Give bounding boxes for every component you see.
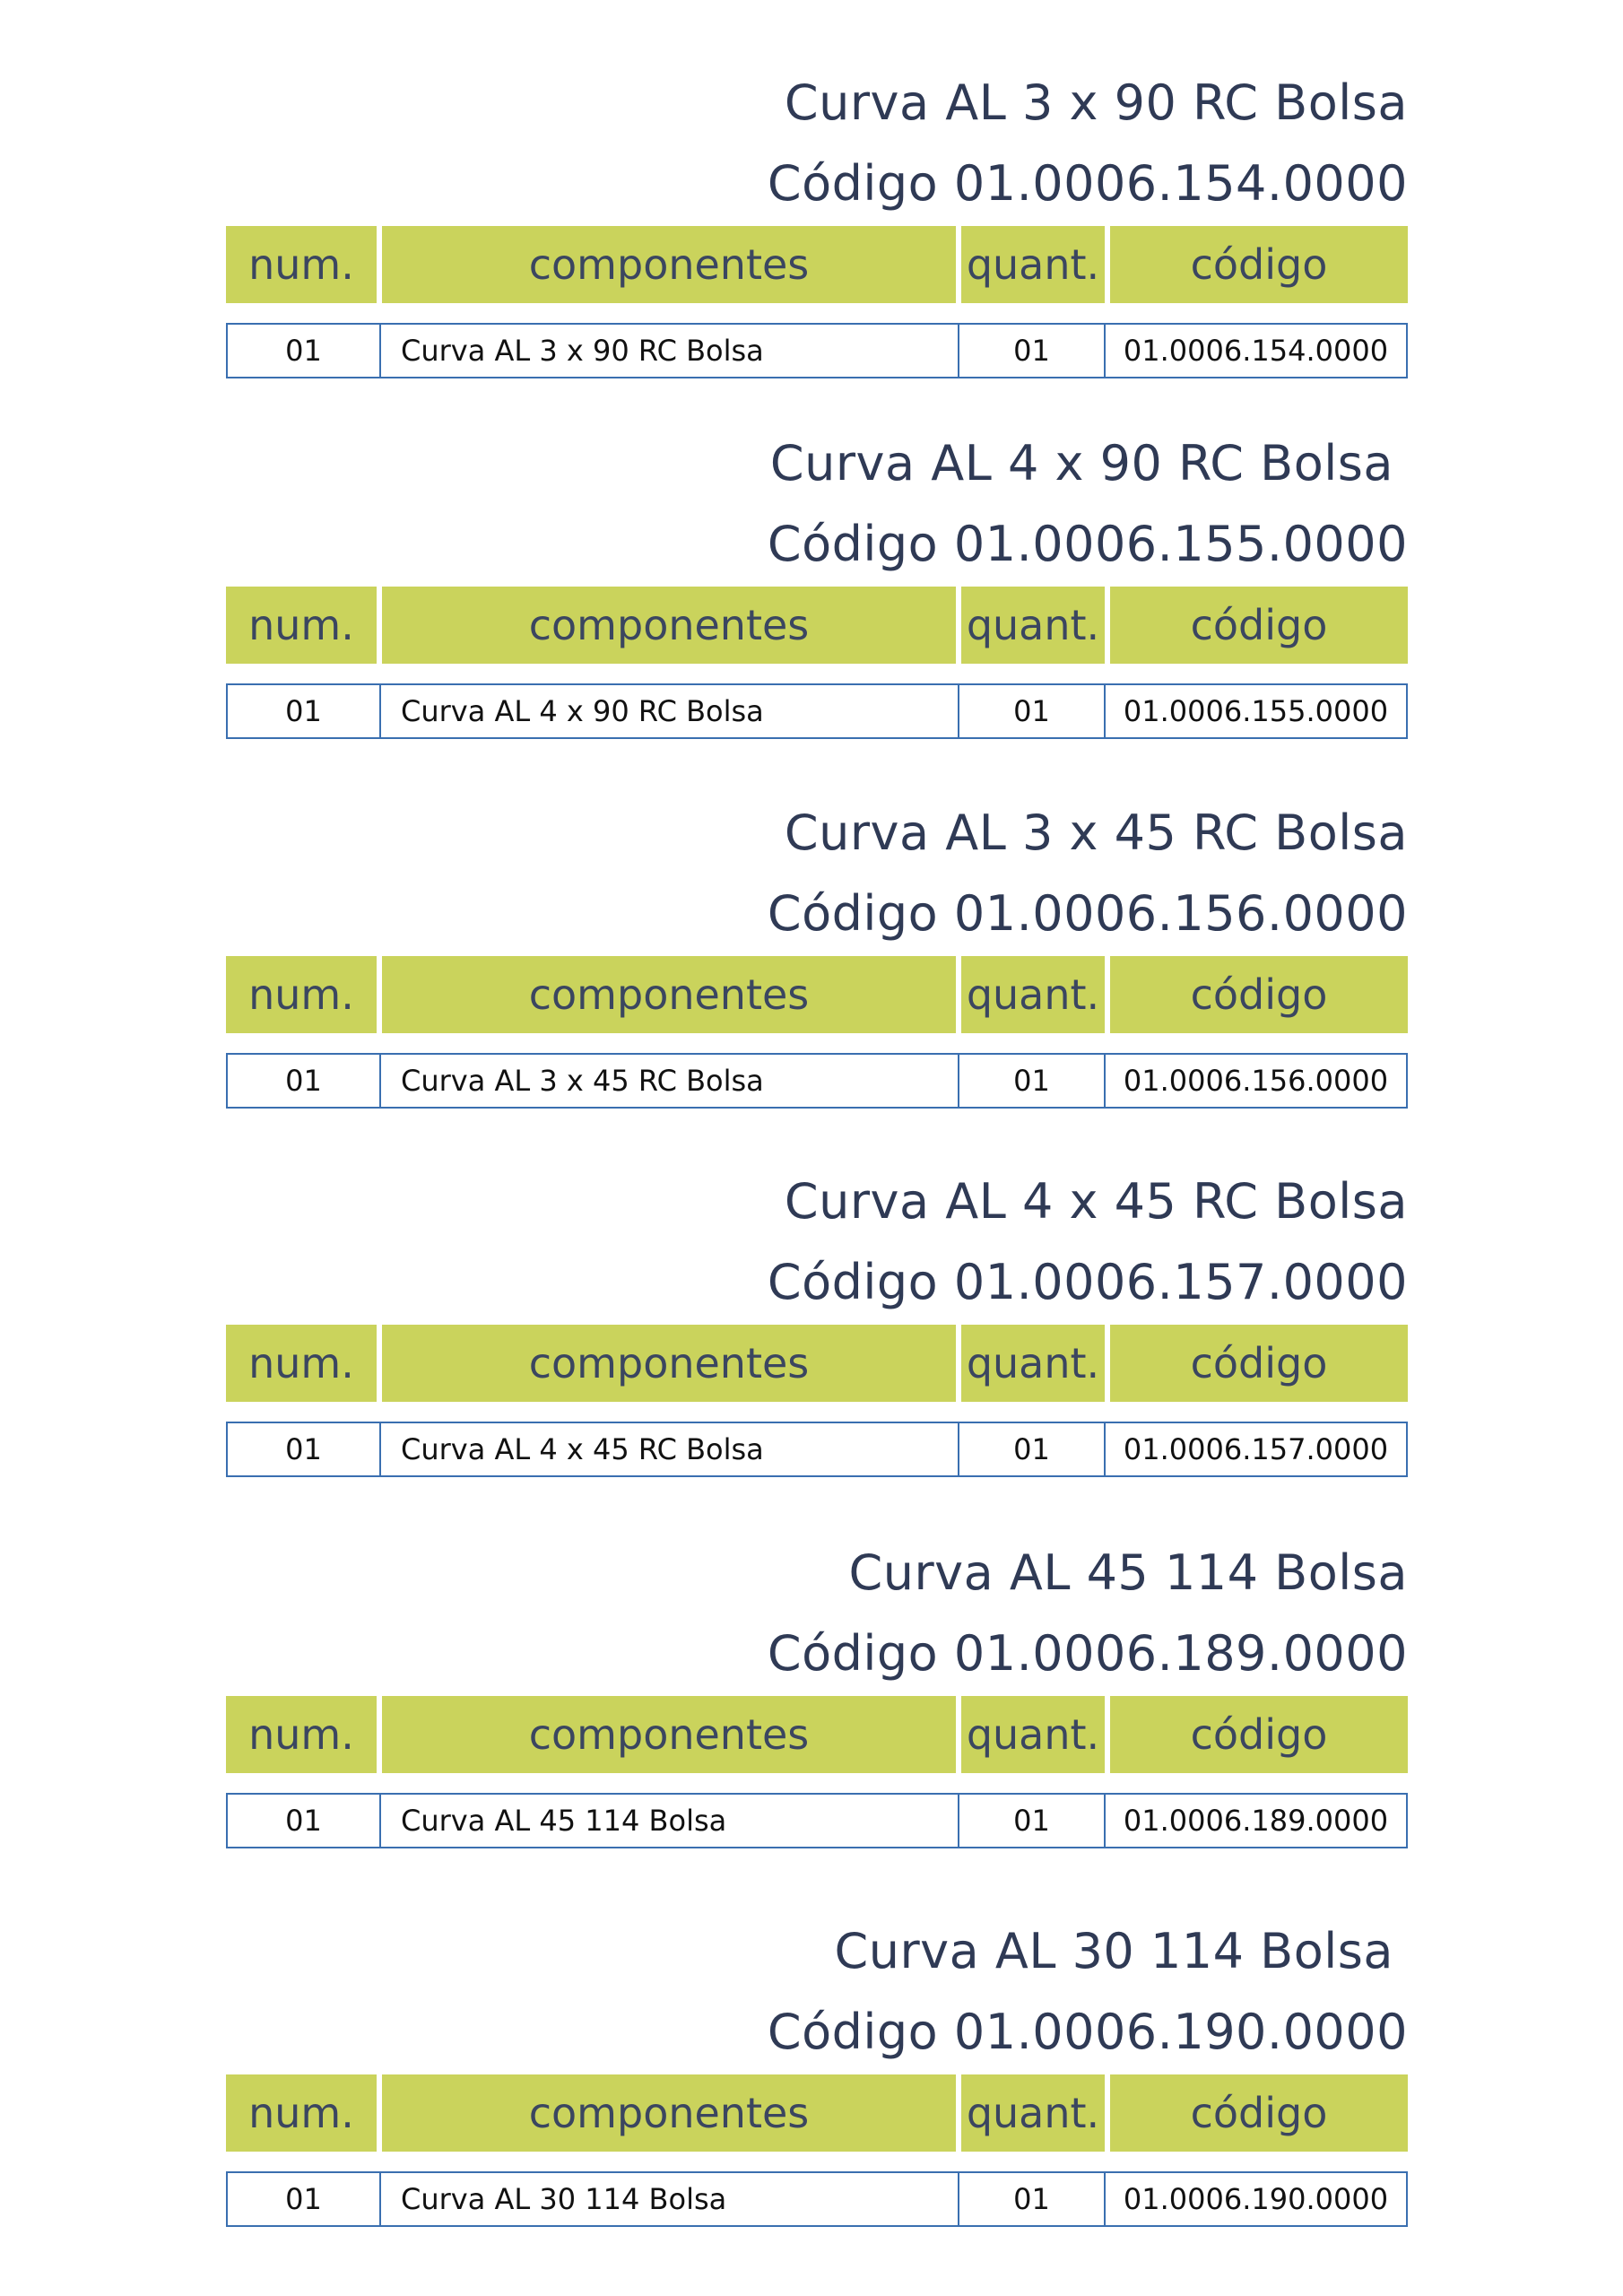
product-section [226, 423, 1408, 739]
cell-num: 01 [228, 1055, 381, 1107]
cell-component: Curva AL 45 114 Bolsa [381, 1795, 959, 1847]
product-title: Curva AL 4 x 90 RC Bolsa [769, 435, 1393, 491]
product-section [226, 63, 1408, 378]
table-header [226, 587, 1408, 664]
product-section [226, 1533, 1408, 1848]
product-code-heading: Código 01.0006.190.0000 [767, 2004, 1408, 2060]
cell-code: 01.0006.190.0000 [1123, 2182, 1389, 2216]
header-quant: quant. [961, 1696, 1105, 1773]
cell-component: Curva AL 4 x 90 RC Bolsa [381, 685, 959, 737]
header-componentes: componentes [382, 587, 956, 664]
table-header [226, 1325, 1408, 1402]
product-code-heading: Código 01.0006.155.0000 [767, 516, 1408, 572]
header-num: num. [226, 1325, 377, 1402]
cell-quantity: 01 [959, 325, 1106, 377]
cell-quantity: 01 [959, 1423, 1106, 1475]
header-quant: quant. [961, 226, 1105, 303]
product-title: Curva AL 3 x 45 RC Bolsa [784, 804, 1408, 861]
header-quant: quant. [961, 1325, 1105, 1402]
header-num: num. [226, 587, 377, 664]
cell-quantity: 01 [959, 1795, 1106, 1847]
header-componentes: componentes [382, 956, 956, 1033]
cell-component: Curva AL 3 x 90 RC Bolsa [381, 325, 959, 377]
header-componentes: componentes [382, 226, 956, 303]
cell-quantity: 01 [959, 1055, 1106, 1107]
header-num: num. [226, 1696, 377, 1773]
table-row [226, 323, 1408, 378]
header-quant: quant. [961, 956, 1105, 1033]
header-quant: quant. [961, 587, 1105, 664]
table-header [226, 1696, 1408, 1773]
table-row [226, 1053, 1408, 1109]
cell-code: 01.0006.157.0000 [1123, 1432, 1389, 1466]
cell-code: 01.0006.189.0000 [1123, 1804, 1389, 1838]
header-num: num. [226, 226, 377, 303]
cell-num: 01 [228, 2173, 381, 2225]
product-section [226, 1161, 1408, 1477]
header-componentes: componentes [382, 1325, 956, 1402]
header-quant: quant. [961, 2074, 1105, 2152]
cell-code: 01.0006.154.0000 [1123, 334, 1389, 368]
product-title: Curva AL 45 114 Bolsa [848, 1544, 1408, 1601]
cell-quantity: 01 [959, 685, 1106, 737]
product-code-heading: Código 01.0006.154.0000 [767, 155, 1408, 212]
header-codigo: código [1110, 956, 1408, 1033]
product-title: Curva AL 3 x 90 RC Bolsa [784, 74, 1408, 131]
product-code-heading: Código 01.0006.189.0000 [767, 1625, 1408, 1682]
table-row [226, 1422, 1408, 1477]
cell-code: 01.0006.155.0000 [1123, 694, 1389, 728]
table-header [226, 2074, 1408, 2152]
product-section [226, 1911, 1408, 2227]
product-code-heading: Código 01.0006.156.0000 [767, 885, 1408, 942]
cell-component: Curva AL 3 x 45 RC Bolsa [381, 1055, 959, 1107]
cell-num: 01 [228, 1423, 381, 1475]
table-row [226, 683, 1408, 739]
header-codigo: código [1110, 1696, 1408, 1773]
cell-component: Curva AL 30 114 Bolsa [381, 2173, 959, 2225]
product-title: Curva AL 30 114 Bolsa [834, 1923, 1393, 1979]
header-componentes: componentes [382, 1696, 956, 1773]
product-section [226, 793, 1408, 1109]
table-row [226, 1793, 1408, 1848]
cell-num: 01 [228, 1795, 381, 1847]
cell-num: 01 [228, 325, 381, 377]
table-header [226, 226, 1408, 303]
header-codigo: código [1110, 587, 1408, 664]
table-header [226, 956, 1408, 1033]
cell-code: 01.0006.156.0000 [1123, 1064, 1389, 1098]
header-num: num. [226, 956, 377, 1033]
header-componentes: componentes [382, 2074, 956, 2152]
header-codigo: código [1110, 226, 1408, 303]
product-code-heading: Código 01.0006.157.0000 [767, 1254, 1408, 1310]
cell-component: Curva AL 4 x 45 RC Bolsa [381, 1423, 959, 1475]
header-codigo: código [1110, 1325, 1408, 1402]
cell-num: 01 [228, 685, 381, 737]
table-row [226, 2171, 1408, 2227]
header-num: num. [226, 2074, 377, 2152]
product-title: Curva AL 4 x 45 RC Bolsa [784, 1173, 1408, 1230]
cell-quantity: 01 [959, 2173, 1106, 2225]
header-codigo: código [1110, 2074, 1408, 2152]
